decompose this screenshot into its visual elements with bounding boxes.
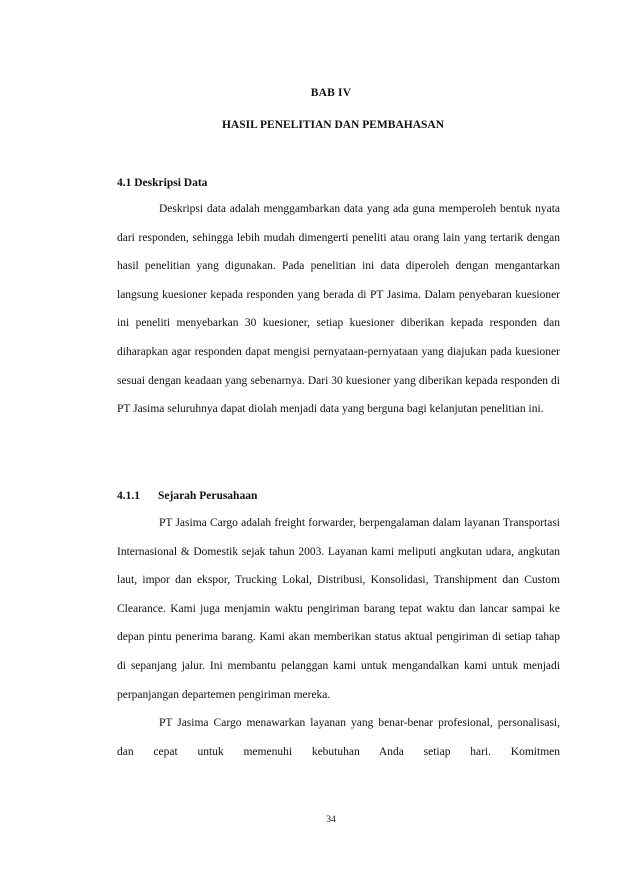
page-number: 34 bbox=[326, 815, 336, 825]
section-body-4-1 bbox=[117, 195, 560, 424]
section-number: 4.1.1 bbox=[117, 490, 140, 502]
section-body-4-1-1 bbox=[117, 509, 560, 766]
paragraph-deskripsi-data: Deskripsi data adalah menggambarkan data yang ada guna memperoleh bentuk nyata dari responden, sehingga lebih mudah dimengerti peneliti atau orang lain yang tertarik dengan hasil penelitian yang digunakan. Pada penelitian ini data diperoleh dengan mengantarkan langsung kuesioner kepada responden yang berada di PT Jasima. Dalam penyebaran kuesioner ini peneliti menyebarkan 30 kuesioner, setiap kuesioner diberikan kepada responden dan diharapkan agar responden dapat mengisi pernyataan-pernyataan yang diajukan pada kuesioner sesuai dengan keadaan yang sebenarnya. Dari 30 kuesioner yang diberikan kepada responden di PT Jasima seluruhnya dapat diolah menjadi data yang berguna bagi kelanjutan penelitian ini. bbox=[117, 203, 560, 416]
paragraph-sejarah-2: PT Jasima Cargo menawarkan layanan yang benar-benar profesional, personalisasi, dan cepat untuk memenuhi kebutuhan Anda setiap hari. Komitmen bbox=[117, 717, 560, 758]
chapter-label: BAB IV bbox=[310, 87, 352, 99]
paragraph-sejarah-1: PT Jasima Cargo adalah freight forwarder, berpengalaman dalam layanan Transportasi Internasional & Domestik sejak tahun 2003. Layanan kami meliputi angkutan udara, angkutan laut, impor dan ekspor, Trucking Lokal, Distribusi, Konsolidasi, Transhipment dan Custom Clearance. Kami juga menjamin waktu pengiriman barang tepat waktu dan lancar sampai ke depan pintu penerima barang. Kami akan memberikan status aktual pengiriman di setiap tahap di sepanjang jalur. Ini membantu pelanggan kami untuk mengandalkan kami untuk menjadi perpanjangan departemen pengiriman mereka. bbox=[117, 517, 560, 701]
chapter-title: HASIL PENELITIAN DAN PEMBAHASAN bbox=[221, 119, 445, 131]
section-heading-4-1-1 bbox=[117, 490, 257, 502]
section-title: Sejarah Perusahaan bbox=[158, 490, 258, 502]
section-heading-4-1: 4.1 Deskripsi Data bbox=[117, 177, 208, 189]
